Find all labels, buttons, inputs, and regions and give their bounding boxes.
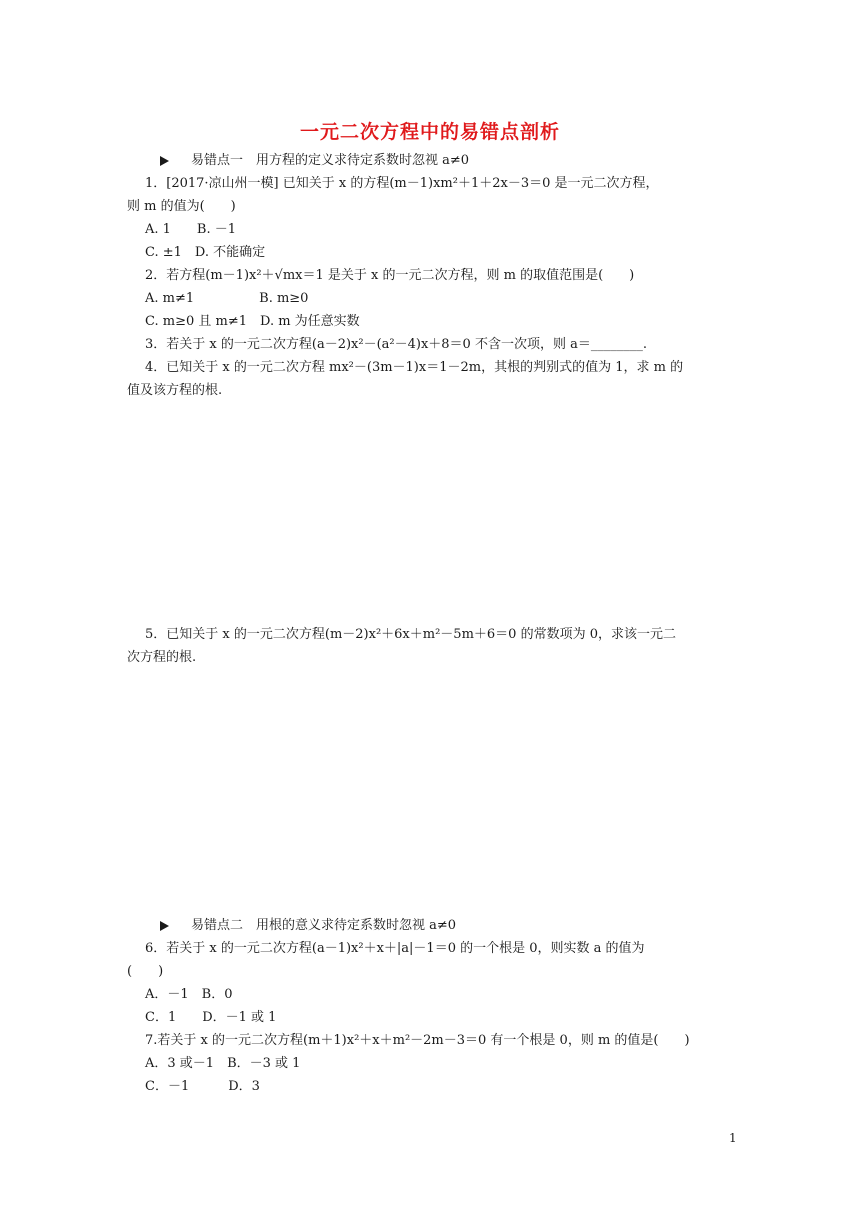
question-7-options-cd: C．－1 D．3 [145,1079,260,1094]
question-6-options-ab: A．－1 B．0 [145,987,233,1002]
triangle-bullet-icon [160,921,169,931]
section-1-header-text: 易错点一 用方程的定义求待定系数时忽视 a≠0 [191,153,470,168]
question-3: 3．若关于 x 的一元二次方程(a－2)x²－(a²－4)x＋8＝0 不含一次项，则 a＝________. [145,337,647,352]
question-2-options-cd: C. m≥0 且 m≠1 D. m 为任意实数 [145,314,360,329]
question-6-options-cd: C．1 D．－1 或 1 [145,1010,277,1025]
question-1-line-1: 1．[2017·凉山州一模] 已知关于 x 的方程(m－1)xm²＋1＋2x－3＝0 是一元二次方程， [145,176,659,191]
question-7-line-1: 7.若关于 x 的一元二次方程(m＋1)x²＋x＋m²－2m－3＝0 有一个根是 0，则 m 的值是( ) [145,1033,690,1048]
question-1-options-cd: C. ±1 D. 不能确定 [145,245,266,260]
question-5-line-2: 次方程的根. [127,650,197,665]
question-5-line-1: 5．已知关于 x 的一元二次方程(m－2)x²＋6x＋m²－5m＋6＝0 的常数项为 0，求该一元二 [145,627,676,642]
triangle-bullet-icon [160,156,169,166]
question-4-line-1: 4．已知关于 x 的一元二次方程 mx²－(3m－1)x＝1－2m，其根的判别式的值为 1，求 m 的 [145,360,684,375]
question-6-line-1: 6．若关于 x 的一元二次方程(a－1)x²＋x＋|a|－1＝0 的一个根是 0，则实数 a 的值为 [145,941,645,956]
page-title: 一元二次方程中的易错点剖析 [299,121,560,143]
section-1-header [160,152,469,170]
section-2-header [160,917,456,935]
question-1-options-ab: A. 1 B. －1 [145,222,237,237]
question-7-options-ab: A．3 或－1 B．－3 或 1 [145,1056,301,1071]
question-2-options-ab: A. m≠1 B. m≥0 [145,291,309,306]
question-4-line-2: 值及该方程的根. [127,383,223,398]
page-number: 1 [729,1131,737,1145]
question-2-line-1: 2．若方程(m－1)x²＋√mx＝1 是关于 x 的一元二次方程，则 m 的取值范围是( ) [145,268,635,283]
question-1-line-2: 则 m 的值为( ) [127,199,236,214]
section-2-header-text: 易错点二 用根的意义求待定系数时忽视 a≠0 [191,918,457,933]
question-6-line-2: ( ) [127,964,164,979]
